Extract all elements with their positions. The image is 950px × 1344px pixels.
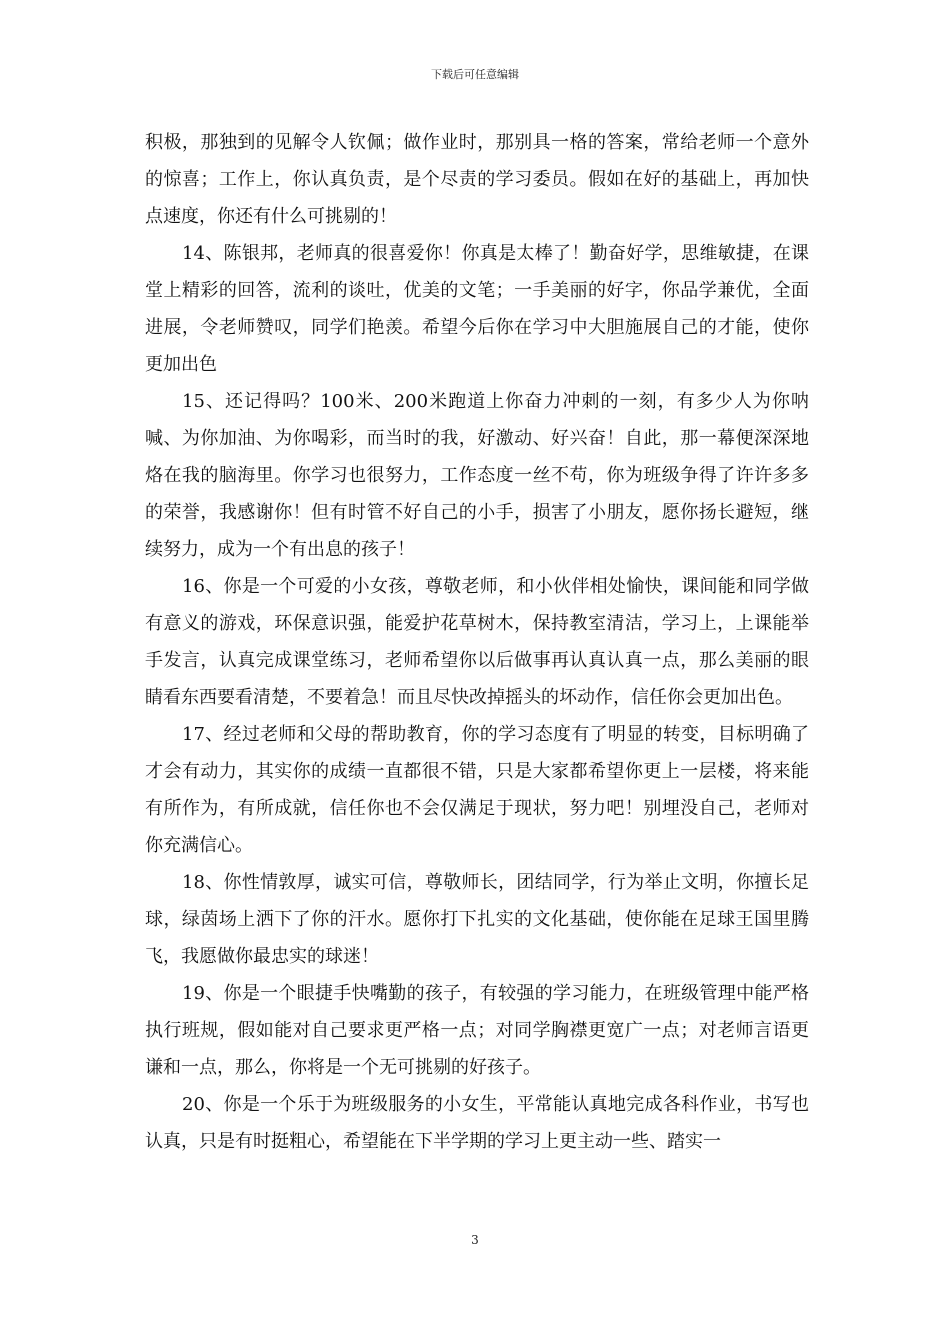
paragraph-17: 17、经过老师和父母的帮助教育，你的学习态度有了明显的转变，目标明确了才会有动力，其实你的成绩一直都很不错，只是大家都希望你更上一层楼，将来能有所作为，有所成就，信任你也不会仅满足于现状，努力吧！别埋没自己，老师对你充满信心。 xyxy=(145,724,809,856)
paragraph-14: 14、陈银邦，老师真的很喜爱你！你真是太棒了！勤奋好学，思维敏捷，在课堂上精彩的回答，流利的谈吐，优美的文笔；一手美丽的好字，你品学兼优，全面进展，令老师赞叹，同学们艳羡。希望今后你在学习中大胆施展自己的才能，使你更加出色 xyxy=(145,243,809,375)
paragraph-19: 19、你是一个眼捷手快嘴勤的孩子，有较强的学习能力，在班级管理中能严格执行班规，假如能对自己要求更严格一点；对同学胸襟更宽广一点；对老师言语更谦和一点，那么，你将是一个无可挑剔的好孩子。 xyxy=(145,983,809,1078)
paragraph-15: 15、还记得吗？100米、200米跑道上你奋力冲刺的一刻，有多少人为你呐喊、为你加油、为你喝彩，而当时的我，好激动、好兴奋！自此，那一幕便深深地烙在我的脑海里。你学习也很努力，工作态度一丝不苟，你为班级争得了许许多多的荣誉，我感谢你！但有时管不好自己的小手，损害了小朋友，愿你扬长避短，继续努力，成为一个有出息的孩子！ xyxy=(145,391,809,560)
paragraph-20: 20、你是一个乐于为班级服务的小女生，平常能认真地完成各科作业，书写也认真，只是有时挺粗心，希望能在下半学期的学习上更主动一些、踏实一 xyxy=(145,1094,809,1152)
page-header: 下载后可任意编辑 xyxy=(431,68,519,81)
page-number: 3 xyxy=(471,1233,479,1247)
paragraph-16: 16、你是一个可爱的小女孩，尊敬老师，和小伙伴相处愉快，课间能和同学做有意义的游戏，环保意识强，能爱护花草树木，保持教室清洁，学习上，上课能举手发言，认真完成课堂练习，老师希望你以后做事再认真认真一点，那么美丽的眼睛看东西要看清楚，不要着急！而且尽快改掉摇头的坏动作，信任你会更加出色。 xyxy=(145,576,809,708)
body-text xyxy=(145,124,809,1160)
paragraph-continued: 积极，那独到的见解令人钦佩；做作业时，那别具一格的答案，常给老师一个意外的惊喜；工作上，你认真负责，是个尽责的学习委员。假如在好的基础上，再加快点速度，你还有什么可挑剔的！ xyxy=(145,132,809,227)
paragraph-18: 18、你性情敦厚，诚实可信，尊敬师长，团结同学，行为举止文明，你擅长足球，绿茵场上洒下了你的汗水。愿你打下扎实的文化基础，使你能在足球王国里腾飞，我愿做你最忠实的球迷！ xyxy=(145,872,809,967)
